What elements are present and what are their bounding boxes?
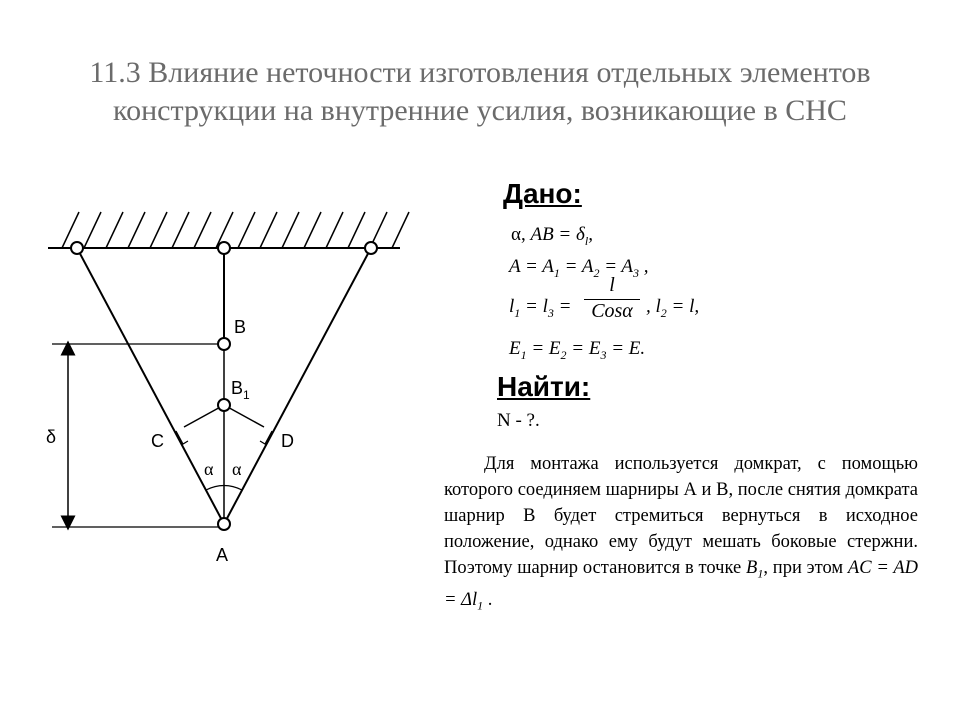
- bars: [77, 248, 371, 524]
- label-delta: δ: [46, 427, 57, 447]
- hinge-b: [218, 338, 230, 350]
- given-line-3-left: $l_1 = l_3$ =: [509, 296, 572, 320]
- label-a: A: [216, 545, 229, 565]
- given-line-3-right: , $l_2 = l$,: [646, 296, 700, 320]
- fraction-l-over-cos: [584, 274, 640, 323]
- fraction-numerator: l: [609, 274, 615, 296]
- ground-support: [48, 212, 409, 248]
- description-paragraph: Для монтажа используется домкрат, с помощью которого соединяем шарниры А и В, после снятия домкрата шарнир В будет стремиться вернуться в исходное положение, однако ему будут мешать боковые стержни. Поэтому шарнир остановится в точке $B_1$, при этом AC = AD = $\Delta l_1$ .: [444, 454, 918, 613]
- find-header: Найти:: [497, 371, 591, 402]
- hinge-middle-support: [218, 242, 230, 254]
- find-text: N - ?.: [497, 410, 540, 431]
- label-d: D: [281, 431, 294, 451]
- hinge-a: [218, 518, 230, 530]
- hinge-right-support: [365, 242, 377, 254]
- label-c: C: [151, 431, 164, 451]
- label-b1: $B_1$: [231, 378, 250, 402]
- right-bar: [224, 248, 371, 524]
- label-b: B: [234, 317, 247, 337]
- hinge-left-support: [71, 242, 83, 254]
- label-alpha-left: α: [204, 459, 214, 479]
- given-line-4: $E_1 = E_2 = E_3 = E$.: [509, 338, 646, 362]
- label-alpha-right: α: [232, 459, 242, 479]
- given-line-1: α, AB = $\delta_l$,: [511, 224, 593, 248]
- title-line-2: конструкции на внутренние усилия, возникающие в СНС: [113, 94, 847, 127]
- title-line-1: 11.3 Влияние неточности изготовления отдельных элементов: [89, 56, 871, 89]
- hinge-b1: [218, 399, 230, 411]
- given-header: Дано:: [503, 178, 582, 209]
- fraction-denominator: Cosα: [584, 299, 640, 323]
- delta-dimension: [52, 344, 224, 527]
- given-line-2: $A = A_1 = A_2 = A_3$ ,: [509, 256, 649, 280]
- left-bar: [77, 248, 224, 524]
